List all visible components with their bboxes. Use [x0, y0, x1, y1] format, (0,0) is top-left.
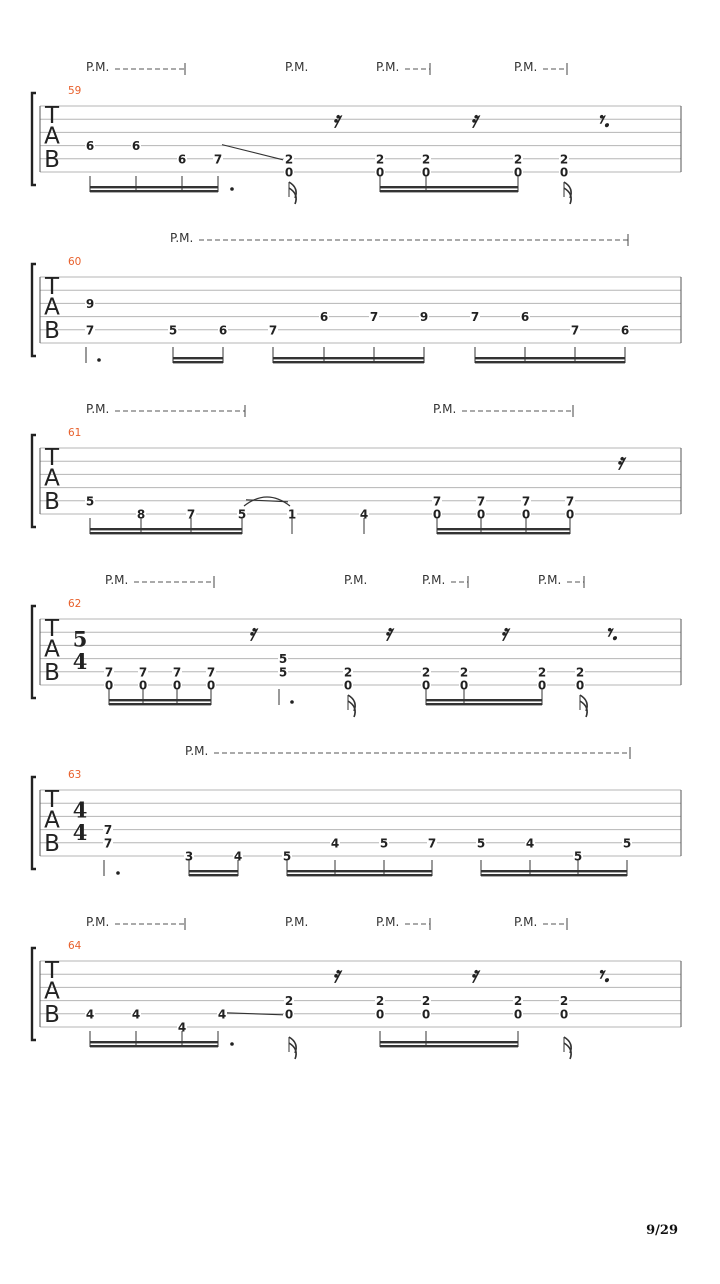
fret-number: 6 — [319, 310, 329, 325]
fret-number: 0 — [104, 678, 114, 693]
fret-number: 2 — [421, 665, 431, 680]
fret-number: 0 — [559, 1007, 569, 1022]
tab-clef-b: B — [44, 1002, 60, 1028]
fret-number: 0 — [559, 165, 569, 180]
tab-clef-b: B — [44, 660, 60, 686]
fret-number: 7 — [138, 665, 148, 680]
fret-number: 7 — [476, 494, 486, 509]
rest-symbol: 𝄾. — [597, 962, 611, 989]
fret-number: 5 — [168, 323, 178, 338]
beam — [287, 870, 432, 872]
fret-number: 2 — [513, 994, 523, 1009]
tab-clef-b: B — [44, 318, 60, 344]
fret-number: 6 — [520, 310, 530, 325]
fret-number: 5 — [476, 836, 486, 851]
fret-number: 5 — [379, 836, 389, 851]
palm-mute-label: P.M. — [433, 402, 457, 416]
tab-clef-b: B — [44, 489, 60, 515]
fret-number: 7 — [432, 494, 442, 509]
fret-number: 0 — [459, 678, 469, 693]
beam — [90, 528, 242, 530]
fret-number: 0 — [206, 678, 216, 693]
palm-mute-label: P.M. — [105, 573, 129, 587]
fret-number: 2 — [284, 994, 294, 1009]
fret-number: 4 — [217, 1007, 227, 1022]
beam — [380, 1045, 518, 1047]
fret-number: 2 — [421, 994, 431, 1009]
fret-number: 2 — [513, 152, 523, 167]
fret-number: 7 — [186, 507, 196, 522]
fret-number: 1 — [287, 507, 297, 522]
fret-number: 0 — [172, 678, 182, 693]
palm-mute-label: P.M. — [170, 231, 194, 245]
fret-number: 7 — [206, 665, 216, 680]
palm-mute-label: P.M. — [86, 60, 110, 74]
dotted-note-dot — [97, 358, 101, 362]
fret-number: 0 — [343, 678, 353, 693]
fret-number: 7 — [268, 323, 278, 338]
beam — [481, 870, 627, 872]
tab-clef-t: T — [44, 445, 60, 472]
fret-number: 0 — [284, 165, 294, 180]
fret-number: 7 — [570, 323, 580, 338]
tab-clef-b: B — [44, 147, 60, 173]
bar-number: 61 — [68, 427, 82, 439]
fret-number: 0 — [284, 1007, 294, 1022]
fret-number: 5 — [278, 652, 288, 667]
fret-number: 7 — [213, 152, 223, 167]
time-signature-top: 5 — [72, 626, 88, 652]
palm-mute-label: P.M. — [86, 915, 110, 929]
system-bracket — [32, 606, 36, 698]
fret-number: 6 — [218, 323, 228, 338]
beam — [426, 699, 542, 701]
fret-number: 2 — [559, 152, 569, 167]
fret-number: 5 — [278, 665, 288, 680]
fret-number: 2 — [343, 665, 353, 680]
fret-number: 0 — [421, 678, 431, 693]
rest-symbol: 𝄿 — [384, 620, 392, 647]
beam — [189, 870, 238, 872]
beam — [437, 528, 570, 530]
fret-number: 0 — [513, 1007, 523, 1022]
fret-number: 4 — [233, 849, 243, 864]
fret-number: 0 — [476, 507, 486, 522]
fret-number: 4 — [525, 836, 535, 851]
dotted-note-dot — [116, 871, 120, 875]
fret-number: 0 — [513, 165, 523, 180]
beam — [109, 699, 211, 701]
tab-clef-a: A — [44, 123, 60, 150]
fret-number: 0 — [537, 678, 547, 693]
tab-clef-t: T — [44, 787, 60, 814]
bar-number: 60 — [68, 256, 82, 268]
bar-number: 59 — [68, 85, 82, 97]
palm-mute-label: P.M. — [344, 573, 368, 587]
system-bracket — [32, 264, 36, 356]
tab-clef-t: T — [44, 958, 60, 985]
fret-number: 7 — [104, 665, 114, 680]
rest-symbol: 𝄿 — [332, 962, 340, 989]
beam — [475, 361, 625, 363]
fret-number: 5 — [237, 507, 247, 522]
fret-number: 4 — [330, 836, 340, 851]
tab-clef-a: A — [44, 294, 60, 321]
fret-number: 3 — [184, 849, 194, 864]
beam — [273, 357, 424, 359]
beam — [475, 357, 625, 359]
fret-number: 0 — [521, 507, 531, 522]
fret-number: 6 — [620, 323, 630, 338]
palm-mute-label: P.M. — [285, 915, 309, 929]
fret-number: 9 — [85, 296, 95, 311]
fret-number: 0 — [565, 507, 575, 522]
rest-symbol: 𝄿 — [500, 620, 508, 647]
fret-number: 7 — [521, 494, 531, 509]
fret-number: 2 — [284, 152, 294, 167]
rest-symbol: 𝄿 — [470, 962, 478, 989]
beam — [109, 703, 211, 705]
rest-symbol: 𝄿 — [248, 620, 256, 647]
fret-number: 2 — [421, 152, 431, 167]
beam — [90, 532, 242, 534]
fret-number: 6 — [85, 139, 95, 154]
beam — [287, 874, 432, 876]
palm-mute-label: P.M. — [376, 915, 400, 929]
fret-number: 2 — [575, 665, 585, 680]
fret-number: 2 — [375, 152, 385, 167]
dotted-note-dot — [230, 1042, 234, 1046]
fret-number: 0 — [138, 678, 148, 693]
system-bracket — [32, 435, 36, 527]
fret-number: 0 — [375, 1007, 385, 1022]
fret-number: 6 — [177, 152, 187, 167]
time-signature-bottom: 4 — [72, 648, 88, 674]
tab-clef-a: A — [44, 636, 60, 663]
beam — [380, 186, 518, 188]
time-signature-top: 4 — [72, 797, 88, 823]
fret-number: 2 — [375, 994, 385, 1009]
palm-mute-label: P.M. — [285, 60, 309, 74]
palm-mute-label: P.M. — [538, 573, 562, 587]
fret-number: 5 — [622, 836, 632, 851]
fret-number: 0 — [575, 678, 585, 693]
fret-number: 4 — [177, 1020, 187, 1035]
fret-number: 4 — [131, 1007, 141, 1022]
beam — [90, 1041, 218, 1043]
fret-number: 0 — [421, 165, 431, 180]
palm-mute-label: P.M. — [514, 60, 538, 74]
beam — [426, 703, 542, 705]
fret-number: 2 — [559, 994, 569, 1009]
fret-number: 7 — [85, 323, 95, 338]
dotted-note-dot — [230, 187, 234, 191]
bar-number: 63 — [68, 769, 82, 781]
system-bracket — [32, 93, 36, 185]
beam — [380, 1041, 518, 1043]
rest-symbol: 𝄿 — [616, 449, 624, 476]
fret-number: 6 — [131, 139, 141, 154]
fret-number: 7 — [470, 310, 480, 325]
beam — [90, 186, 218, 188]
tab-clef-t: T — [44, 616, 60, 643]
fret-number: 5 — [573, 849, 583, 864]
beam — [90, 1045, 218, 1047]
fret-number: 5 — [282, 849, 292, 864]
fret-number: 2 — [459, 665, 469, 680]
slide-line — [222, 145, 283, 160]
palm-mute-label: P.M. — [86, 402, 110, 416]
palm-mute-label: P.M. — [376, 60, 400, 74]
page-number: 9/29 — [646, 1223, 678, 1238]
fret-number: 0 — [421, 1007, 431, 1022]
system-bracket — [32, 777, 36, 869]
tab-clef-a: A — [44, 465, 60, 492]
tab-clef-a: A — [44, 978, 60, 1005]
fret-number: 0 — [375, 165, 385, 180]
beam — [481, 874, 627, 876]
fret-number: 7 — [172, 665, 182, 680]
beam — [173, 357, 223, 359]
beam — [189, 874, 238, 876]
bar-number: 64 — [68, 940, 82, 952]
fret-number: 7 — [369, 310, 379, 325]
tab-clef-t: T — [44, 103, 60, 130]
rest-symbol: 𝄿 — [332, 107, 340, 134]
fret-number: 0 — [432, 507, 442, 522]
fret-number: 7 — [565, 494, 575, 509]
palm-mute-label: P.M. — [185, 744, 209, 758]
fret-number: 2 — [537, 665, 547, 680]
beam — [90, 190, 218, 192]
fret-number: 7 — [427, 836, 437, 851]
rest-symbol: 𝄿 — [470, 107, 478, 134]
palm-mute-label: P.M. — [514, 915, 538, 929]
tab-clef-a: A — [44, 807, 60, 834]
rest-symbol: 𝄾. — [605, 620, 619, 647]
fret-number: 4 — [359, 507, 369, 522]
fret-number: 4 — [85, 1007, 95, 1022]
fret-number: 8 — [136, 507, 146, 522]
fret-number: 5 — [85, 494, 95, 509]
beam — [437, 532, 570, 534]
fret-number: 7 — [103, 836, 113, 851]
beam — [173, 361, 223, 363]
time-signature-bottom: 4 — [72, 819, 88, 845]
fret-number: 9 — [419, 310, 429, 325]
tab-clef-b: B — [44, 831, 60, 857]
fret-number: 7 — [103, 823, 113, 838]
tab-clef-t: T — [44, 274, 60, 301]
system-bracket — [32, 948, 36, 1040]
beam — [380, 190, 518, 192]
beam — [273, 361, 424, 363]
dotted-note-dot — [290, 700, 294, 704]
rest-symbol: 𝄾. — [597, 107, 611, 134]
palm-mute-label: P.M. — [422, 573, 446, 587]
bar-number: 62 — [68, 598, 82, 610]
